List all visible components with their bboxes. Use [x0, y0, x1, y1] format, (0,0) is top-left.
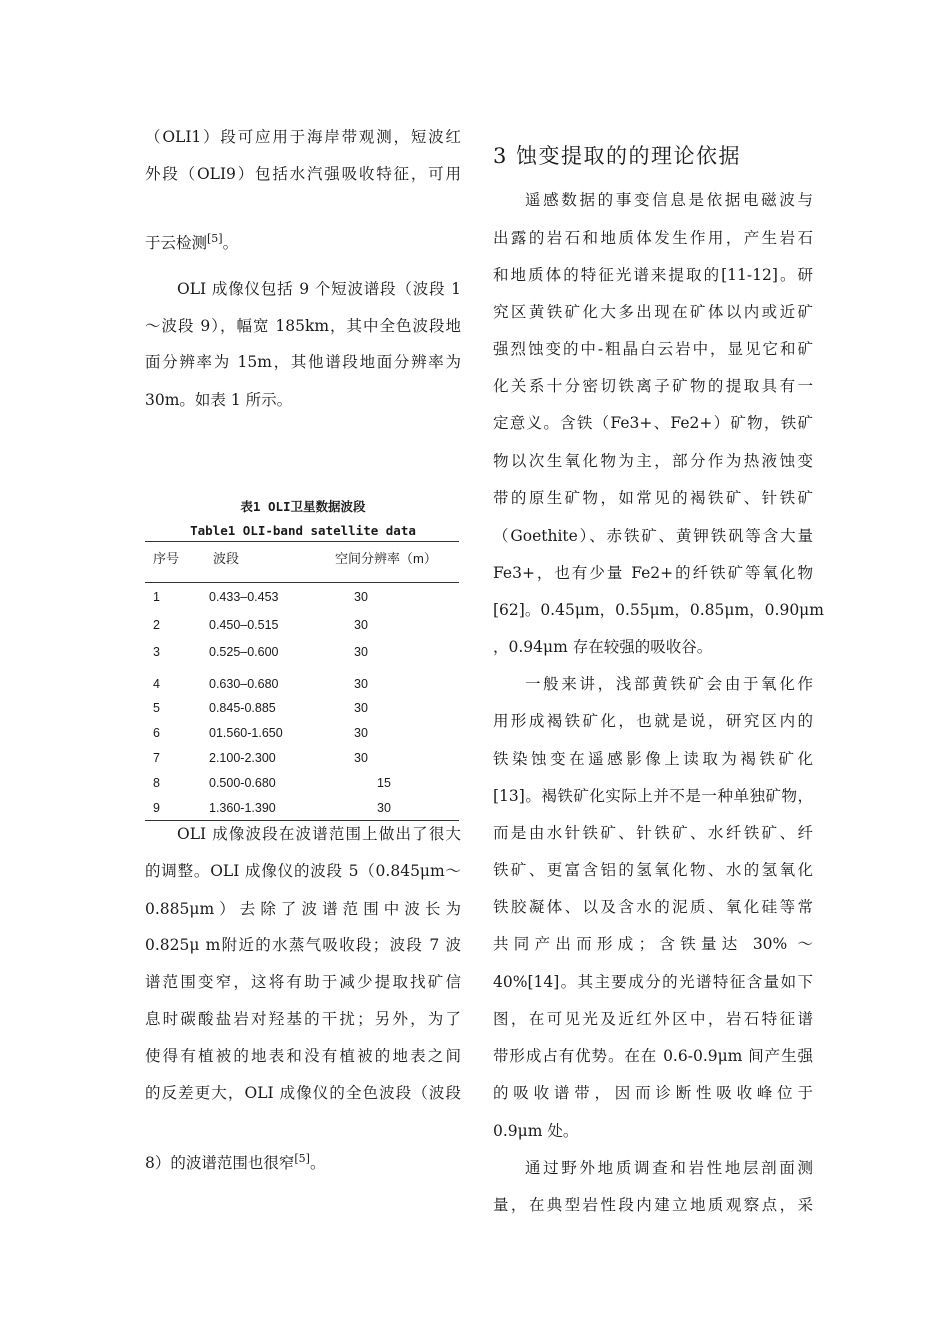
text-line: ～波段 9），幅宽 185km，其中全色波段地	[145, 317, 461, 335]
table-cell: 0.845-0.885	[209, 701, 276, 715]
table-header-resolution: 空间分辨率（m）	[335, 551, 437, 566]
text-line: （Goethite）、赤铁矿、黄钾铁矾等含大量	[493, 527, 813, 545]
text-line: 化关系十分密切铁离子矿物的提取具有一	[493, 377, 813, 395]
text-line: 带形成占有优势。在在 0.6-0.9μm 间产生强	[493, 1047, 813, 1065]
text-line: 铁染蚀变在遥感影像上读取为褐铁矿化	[493, 750, 813, 768]
text-line: 谱范围变窄，这将有助于减少提取找矿信	[145, 973, 461, 991]
text-line: 物以次生氧化物为主，部分作为热液蚀变	[493, 452, 813, 470]
text-line: 和地质体的特征光谱来提取的[11-12]。研	[493, 266, 813, 284]
text-line: （OLI1）段可应用于海岸带观测，短波红	[145, 128, 461, 146]
text-line: 究区黄铁矿化大多出现在矿体以内或近矿	[493, 303, 813, 321]
table-cell: 2	[153, 618, 160, 632]
text-line: 定意义。含铁（Fe3+、Fe2+）矿物，铁矿	[493, 414, 813, 432]
text-line: 的反差更大，OLI 成像仪的全色波段（波段	[145, 1084, 461, 1102]
table-cell: 0.433–0.453	[209, 590, 279, 604]
text-line: 共同产出而形成；含铁量达 30% ～	[493, 935, 813, 953]
table-cell: 1	[153, 590, 160, 604]
text-line: [62]。0.45μm，0.55μm，0.85μm，0.90μm	[493, 601, 824, 619]
table-header-index: 序号	[153, 551, 180, 566]
table-header-band: 波段	[213, 551, 240, 566]
table-cell: 30	[354, 751, 368, 765]
text-line: OLI 成像仪包括 9 个短波谱段（波段 1	[177, 280, 461, 298]
text-line: 强烈蚀变的中-粗晶白云岩中，显见它和矿	[493, 340, 813, 358]
section-heading: 3 蚀变提取的的理论依据	[493, 144, 742, 168]
citation: [5]	[294, 1152, 310, 1165]
text-line: 40%[14]。其主要成分的光谱特征含量如下	[493, 973, 813, 991]
text-line: 0.9μm 处。	[493, 1122, 579, 1140]
table-cell: 01.560-1.650	[209, 726, 283, 740]
text-line: 图，在可见光及近红外区中，岩石特征谱	[493, 1010, 813, 1028]
table-caption-en: Table1 OLI-band satellite data	[190, 523, 416, 538]
text-line: 铁胶凝体、以及含水的泥质、氧化硅等常	[493, 898, 813, 916]
table-cell: 0.525–0.600	[209, 645, 279, 659]
table-bottom-rule	[145, 820, 459, 821]
text-line: 息时碳酸盐岩对羟基的干扰；另外，为了	[145, 1010, 461, 1028]
text-line: 带的原生矿物，如常见的褐铁矿、针铁矿	[493, 489, 813, 507]
table-cell: 30	[377, 801, 391, 815]
text-line: 0.825μ m附近的水蒸气吸收段；波段 7 波	[145, 936, 461, 954]
table-caption-cn: 表1 OLI卫星数据波段	[240, 499, 366, 514]
table-cell: 30	[354, 618, 368, 632]
text-line: 铁矿、更富含铝的氢氧化物、水的氢氧化	[493, 861, 813, 879]
text-line: 0.885μm）去除了波谱范围中波长为	[145, 900, 461, 918]
table-cell: 0.450–0.515	[209, 618, 279, 632]
table-cell: 30	[354, 645, 368, 659]
text-line: 于云检测[5]。	[145, 232, 239, 252]
text-line: 使得有植被的地表和没有植被的地表之间	[145, 1047, 461, 1065]
text-line: 量，在典型岩性段内建立地质观察点，采	[493, 1196, 813, 1214]
table-cell: 7	[153, 751, 160, 765]
table-cell: 30	[354, 701, 368, 715]
table-header-rule	[145, 582, 459, 583]
table-cell: 30	[354, 726, 368, 740]
table-cell: 6	[153, 726, 160, 740]
table-cell: 4	[153, 677, 160, 691]
table-cell: 9	[153, 801, 160, 815]
text-line: 一般来讲，浅部黄铁矿会由于氧化作	[525, 675, 813, 693]
table-cell: 30	[354, 590, 368, 604]
text-line: 外段（OLI9）包括水汽强吸收特征，可用	[145, 165, 461, 183]
text-line: 的吸收谱带，因而诊断性吸收峰位于	[493, 1084, 813, 1102]
table-cell: 0.500-0.680	[209, 776, 276, 790]
text-line: 用形成褐铁矿化，也就是说，研究区内的	[493, 712, 813, 730]
table-top-rule	[145, 541, 459, 542]
text-line: [13]。褐铁矿化实际上并不是一种单独矿物，	[493, 787, 813, 805]
table-cell: 8	[153, 776, 160, 790]
table-cell: 0.630–0.680	[209, 677, 279, 691]
text-line: ，0.94μm 存在较强的吸收谷。	[493, 638, 713, 656]
table-cell: 30	[354, 677, 368, 691]
table-cell: 2.100-2.300	[209, 751, 276, 765]
table-cell: 3	[153, 645, 160, 659]
text-line: Fe3+，也有少量 Fe2+的纤铁矿等氧化物	[493, 564, 813, 582]
text-line: 而是由水针铁矿、针铁矿、水纤铁矿、纤	[493, 824, 813, 842]
text-line: 30m。如表 1 所示。	[145, 391, 293, 409]
text-line: 8）的波谱范围也很窄[5]。	[145, 1152, 326, 1172]
citation: [5]	[207, 232, 223, 245]
text-line: 出露的岩石和地质体发生作用，产生岩石	[493, 229, 813, 247]
table-cell: 1.360-1.390	[209, 801, 276, 815]
text-line: 面分辨率为 15m，其他谱段地面分辨率为	[145, 353, 461, 371]
text-line: 遥感数据的事变信息是依据电磁波与	[525, 191, 813, 209]
text-line: 通过野外地质调查和岩性地层剖面测	[525, 1159, 813, 1177]
text-line: 的调整。OLI 成像仪的波段 5（0.845μm～	[145, 862, 461, 880]
table-cell: 5	[153, 701, 160, 715]
table-cell: 15	[377, 776, 391, 790]
text-line: OLI 成像波段在波谱范围上做出了很大	[177, 825, 461, 843]
